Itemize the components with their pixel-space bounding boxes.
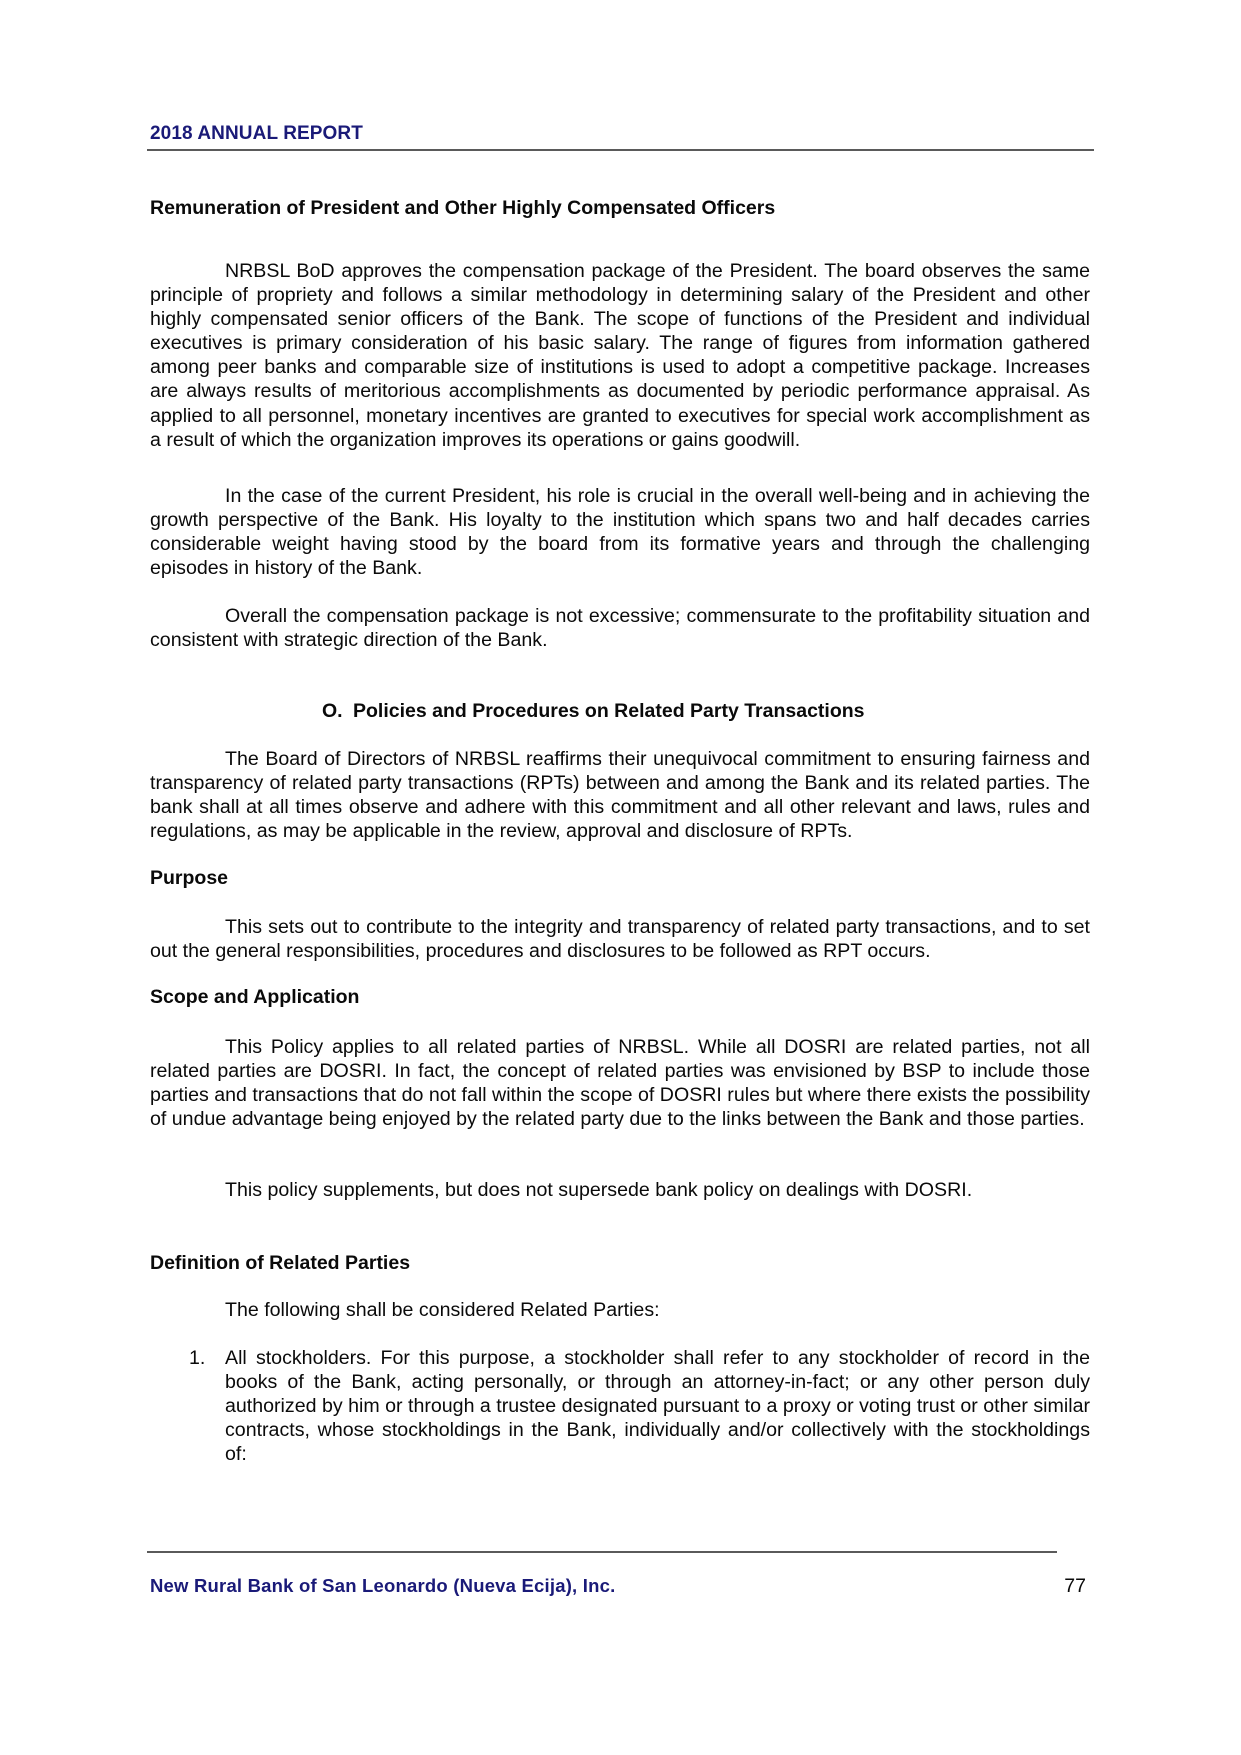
report-header-title: 2018 ANNUAL REPORT <box>150 123 363 144</box>
remuneration-paragraph-1: NRBSL BoD approves the compensation package of the President. The board observes the same principle of propriety and follows a similar methodology in determining salary of the President and other highly compensated senior officers of the Bank. The scope of functions of the President and individual executives is primary consideration of his basic salary. The range of figures from information gathered among peer banks and comparable size of institutions is used to adopt a competitive package. Increases are always results of meritorious accomplishments as documented by periodic performance appraisal. As applied to all personnel, monetary incentives are granted to executives for special work accomplishment as a result of which the organization improves its operations or gains goodwill. <box>150 260 1090 451</box>
scope-paragraph-1: This Policy applies to all related parties of NRBSL. While all DOSRI are related parties, not all related parties are DOSRI. In fact, the concept of related parties was envisioned by BSP to include those parties and transactions that do not fall within the scope of DOSRI rules but where there exists the possibility of undue advantage being enjoyed by the related party due to the links between the Bank and those parties. <box>150 1036 1090 1131</box>
list-item: All stockholders. For this purpose, a stockholder shall refer to any stockholder of record in the books of the Bank, acting personally, or through an attorney-in-fact; or any other person duly authorized by him or through a trustee designated pursuant to a proxy or voting trust or other similar contracts, whose stockholdings in the Bank, individually and/or collectively with the stockholdings of: <box>225 1347 1090 1466</box>
footer-bank-name: New Rural Bank of San Leonardo (Nueva Ecija), Inc. <box>150 1575 616 1596</box>
remuneration-paragraph-2: In the case of the current President, his role is crucial in the overall well-being and in achieving the growth perspective of the Bank. His loyalty to the institution which spans two and half decades carries considerable weight having stood by the board from its formative years and through the challenging episodes in history of the Bank. <box>150 485 1090 580</box>
section-title: Policies and Procedures on Related Party Transactions <box>353 700 865 722</box>
section-o-intro-paragraph: The Board of Directors of NRBSL reaffirms their unequivocal commitment to ensuring fairness and transparency of related party transactions (RPTs) between and among the Bank and its related parties. The bank shall at all times observe and adhere with this commitment and all other relevant and laws, rules and regulations, as may be applicable in the review, approval and disclosure of RPTs. <box>150 748 1090 843</box>
scope-paragraph-2: This policy supplements, but does not supersede bank policy on dealings with DOSRI. <box>225 1179 973 1201</box>
definition-heading: Definition of Related Parties <box>150 1252 411 1274</box>
header-divider <box>147 149 1094 151</box>
section-o-heading <box>322 699 865 723</box>
scope-heading: Scope and Application <box>150 986 360 1008</box>
footer-divider <box>147 1551 1057 1553</box>
remuneration-paragraph-3: Overall the compensation package is not excessive; commensurate to the profitability situation and consistent with strategic direction of the Bank. <box>150 605 1090 652</box>
remuneration-heading: Remuneration of President and Other Highly Compensated Officers <box>150 197 776 219</box>
purpose-paragraph: This sets out to contribute to the integrity and transparency of related party transactions, and to set out the general responsibilities, procedures and disclosures to be followed as RPT occurs. <box>150 916 1090 963</box>
list-item-number: 1. <box>189 1347 206 1369</box>
page-number: 77 <box>1064 1575 1086 1597</box>
purpose-heading: Purpose <box>150 867 229 889</box>
definition-intro: The following shall be considered Related Parties: <box>225 1299 660 1321</box>
section-letter: O. <box>322 700 343 722</box>
